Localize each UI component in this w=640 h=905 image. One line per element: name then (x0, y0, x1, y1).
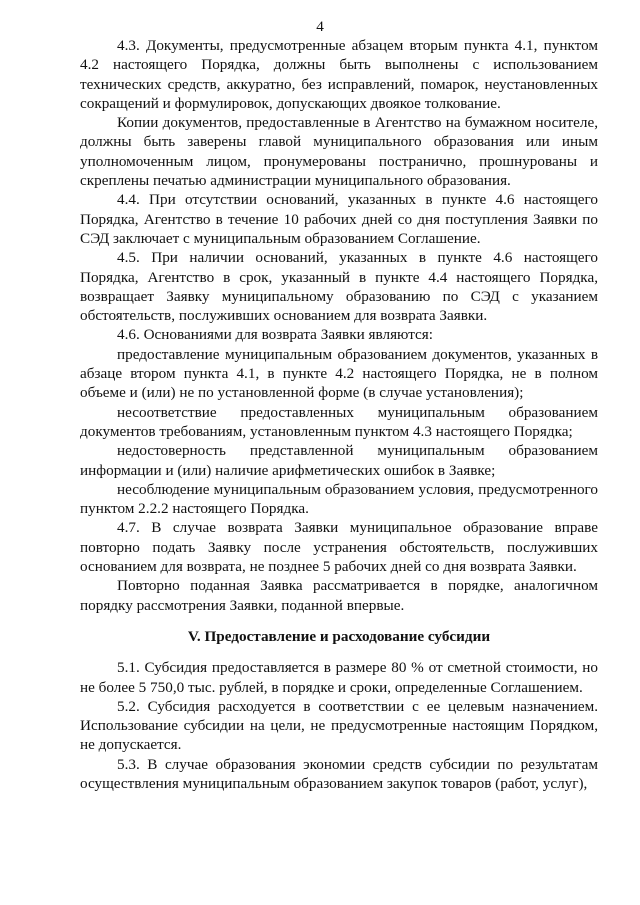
section-heading: V. Предоставление и расходование субсидии (187, 627, 491, 645)
document-body (80, 36, 598, 793)
paragraph-4-6-item-2: несоответствие предоставленных муниципальным образованием документов требованиям, установленным пунктом 4.3 настоящего Порядка; (80, 403, 598, 440)
paragraph-resubmission: Повторно поданная Заявка рассматривается в порядке, аналогичном порядку рассмотрения Заявки, поданной впервые. (80, 577, 598, 614)
paragraph-4-6-item-1: предоставление муниципальным образованием документов, указанных в абзаце втором пункта 4.1, в пункте 4.2 настоящего Порядка, не в полном объеме и (или) не по установленной форме (в случае установления); (80, 345, 598, 402)
paragraph-4-5: 4.5. При наличии оснований, указанных в пункте 4.6 настоящего Порядка, Агентство в срок, указанный в пункте 4.4 настоящего Порядка, возвращает Заявку муниципальному образованию по СЭД с указанием обстоятельств, послуживших основанием для возврата Заявки. (80, 249, 598, 325)
paragraph-copies: Копии документов, предоставленные в Агентство на бумажном носителе, должны быть заверены главой муниципального образования или иным уполномоченным лицом, пронумерованы постранично, прошнурованы и скреплены печатью администрации муниципального образования. (80, 114, 598, 190)
paragraph-5-1: 5.1. Субсидия предоставляется в размере 80 % от сметной стоимости, но не более 5 750,0 тыс. рублей, в порядке и сроки, определенные Соглашением. (80, 659, 598, 696)
paragraph-4-6-item-3: недостоверность представленной муниципальным образованием информации и (или) наличие арифметических ошибок в Заявке; (80, 442, 598, 479)
paragraph-4-7: 4.7. В случае возврата Заявки муниципальное образование вправе повторно подать Заявку после устранения обстоятельств, послуживших основанием для возврата, не позднее 5 рабочих дней со дня возврата Заявки. (80, 519, 598, 576)
paragraph-5-2: 5.2. Субсидия расходуется в соответствии с ее целевым назначением. Использование субсидии на цели, не предусмотренные настоящим Порядком, не допускается. (80, 697, 598, 754)
paragraph-4-6: 4.6. Основаниями для возврата Заявки являются: (117, 326, 433, 344)
page-number: 4 (316, 18, 324, 35)
paragraph-5-3: 5.3. В случае образования экономии средств субсидии по результатам осуществления муниципальным образованием закупок товаров (работ, услуг), (80, 755, 598, 792)
paragraph-4-6-item-4: несоблюдение муниципальным образованием условия, предусмотренного пунктом 2.2.2 настоящего Порядка. (80, 480, 598, 518)
paragraph-4-3: 4.3. Документы, предусмотренные абзацем вторым пункта 4.1, пунктом 4.2 настоящего Порядка, должны быть выполнены с использованием технических средств, аккуратно, без исправлений, помарок, неустановленных сокращений и формулировок, допускающих двоякое толкование. (80, 37, 598, 112)
paragraph-4-4: 4.4. При отсутствии оснований, указанных в пункте 4.6 настоящего Порядка, Агентство в течение 10 рабочих дней со дня поступления Заявки по СЭД заключает с муниципальным образованием Соглашение. (80, 191, 598, 247)
